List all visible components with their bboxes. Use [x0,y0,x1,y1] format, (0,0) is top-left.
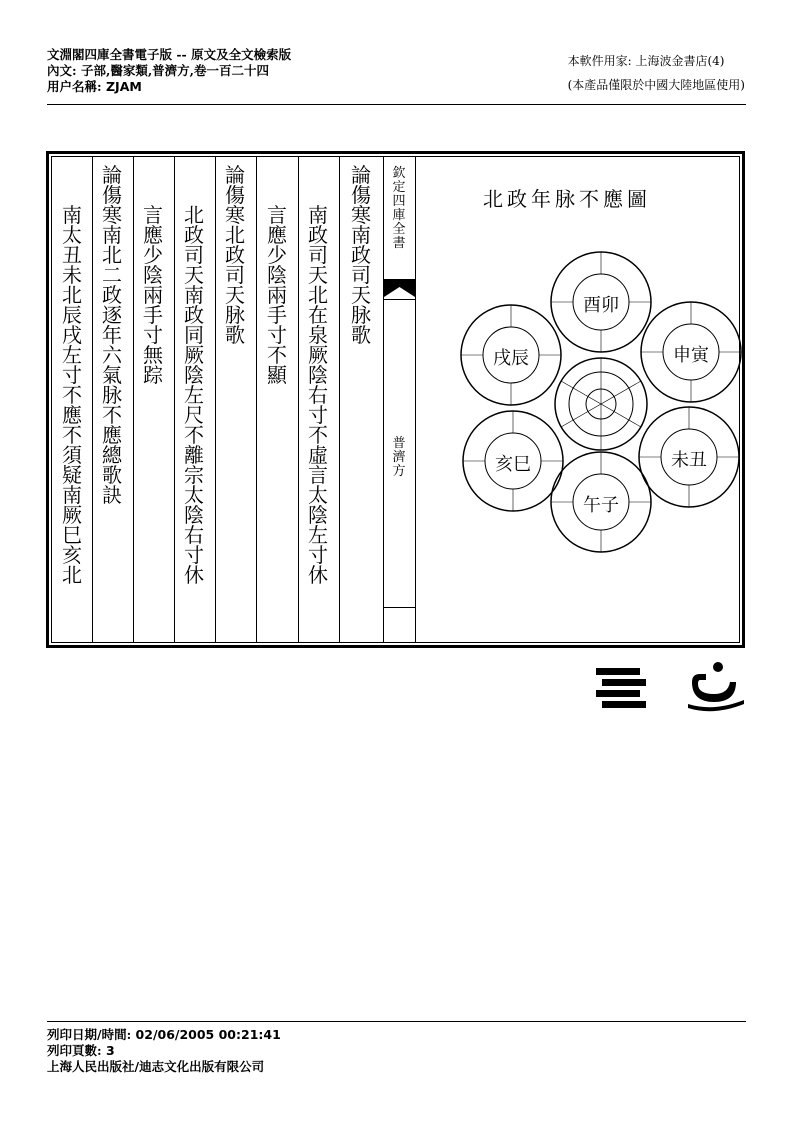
diagram-title: 北政年脉不應圖 [483,187,651,211]
user-name: ZJAM [105,79,142,94]
print-pages-row [47,1043,281,1059]
licensee: 本軟件用家: 上海波金書店(4) [567,54,725,68]
fold-column [383,157,416,642]
book-page-frame [46,151,745,648]
column-text: 言應少陰兩手寸不顯 [267,203,287,387]
wheel-label-you-mao: 酉卯 [583,295,619,316]
print-pages-label: 列印頁數: [47,1043,102,1058]
wheel-label-xu-chen: 戌辰 [493,348,529,369]
print-datetime: 02/06/2005 00:21:41 [135,1027,281,1042]
wheel-label-shen-yin: 申寅 [673,345,709,366]
header-divider [47,104,746,105]
footer-info [47,1027,281,1075]
publisher-logo [596,660,746,712]
fold-book-title: 普濟方 [392,436,406,479]
print-datetime-label: 列印日期/時間: [47,1027,132,1042]
print-datetime-row [47,1027,281,1043]
column-text: 論傷寒南政司天脉歌 [351,163,371,347]
column-text: 南政司天北在泉厥陰右寸不虛言太陰左寸休 [308,203,328,587]
header-content-path: 內文: 子部,醫家類,普濟方,卷一百二十四 [47,63,270,78]
fold-rule-upper [384,299,415,300]
fish-tail-mark [384,279,415,301]
pulse-diagram [415,157,739,642]
wheel-label-wu-zi: 午子 [583,495,619,516]
book-page [51,156,740,643]
text-column-7 [298,157,340,642]
fold-rule-lower [384,607,415,608]
text-column-3 [133,157,175,642]
footer-divider [47,1021,746,1022]
text-column-8 [339,157,383,642]
column-text: 南太丑未北辰戌左寸不應不須疑南厥巳亥北 [62,203,82,587]
publisher: 上海人民出版社/迪志文化出版有限公司 [47,1059,265,1074]
text-column-1 [52,157,93,642]
print-pages: 3 [105,1043,115,1058]
restriction-note: (本產品僅限於中國大陸地區使用) [567,78,745,92]
diagram-wheels [415,157,745,647]
user-label: 用户名稱: [47,79,102,94]
wheel-label-wei-chou: 未丑 [671,450,707,471]
text-column-4 [174,157,216,642]
column-text: 北政司天南政同厥陰左尺不離宗太陰右寸休 [184,203,204,587]
wheel-label-hai-si: 亥巳 [495,454,531,475]
column-text: 論傷寒南北二政逐年六氣脉不應總歌訣 [102,163,122,507]
fold-title: 欽定四庫全書 [392,166,406,251]
text-column-2 [92,157,134,642]
header-user [47,79,291,95]
header-license [568,49,745,97]
header-title: 文淵閣四庫全書電子版 -- 原文及全文檢索版 [47,47,292,62]
text-column-5 [215,157,257,642]
column-text: 言應少陰兩手寸無踪 [143,203,163,387]
text-column-6 [256,157,299,642]
column-text: 論傷寒北政司天脉歌 [225,163,245,347]
header-info [47,47,291,95]
